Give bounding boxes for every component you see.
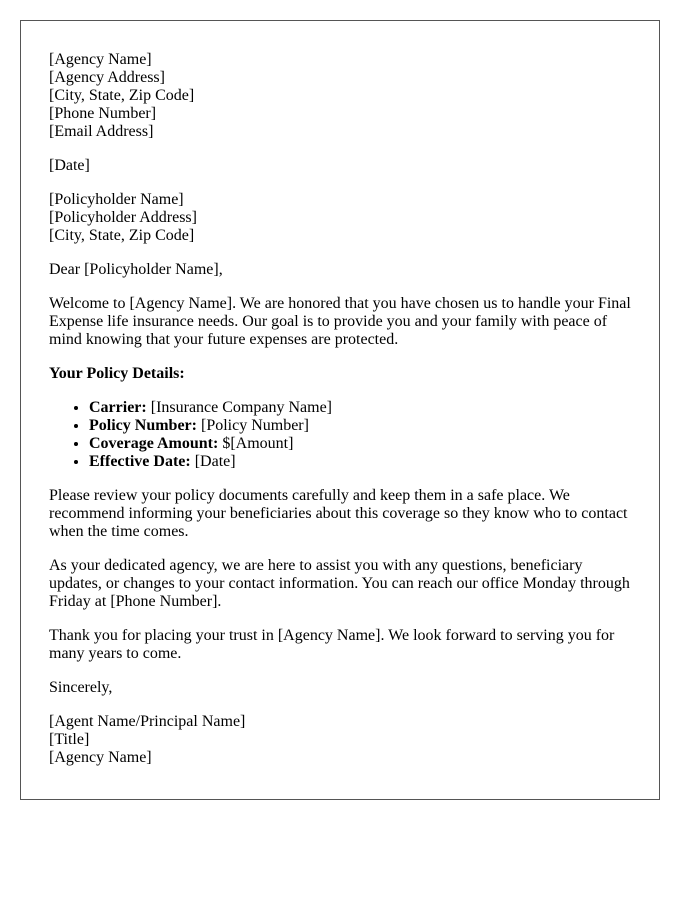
sender-phone: [Phone Number] [49, 105, 157, 122]
list-item [89, 435, 631, 453]
policy-details-heading: Your Policy Details: [49, 365, 185, 382]
effective-date-label: Effective Date: [89, 453, 191, 470]
sender-city-state-zip: [City, State, Zip Code] [49, 87, 195, 104]
salutation: Dear [Policyholder Name], [49, 261, 223, 278]
carrier-label: Carrier: [89, 399, 147, 416]
list-item [89, 417, 631, 435]
closing: Sincerely, [49, 679, 113, 696]
sender-agency-address: [Agency Address] [49, 69, 165, 86]
policy-number-value: [Policy Number] [196, 417, 309, 434]
recipient-address-block [49, 191, 631, 245]
signature-block [49, 713, 631, 767]
coverage-amount-value: $[Amount] [218, 435, 294, 452]
review-paragraph: Please review your policy documents carefully and keep them in a safe place. We recommend informing your beneficiaries about this coverage so they know who to contact when the time comes. [49, 487, 628, 540]
sender-address-block [49, 51, 631, 141]
signature-agency: [Agency Name] [49, 749, 152, 766]
signature-title: [Title] [49, 731, 90, 748]
policy-number-label: Policy Number: [89, 417, 197, 434]
sender-agency-name: [Agency Name] [49, 51, 152, 68]
effective-date-value: [Date] [190, 453, 236, 470]
assist-paragraph: As your dedicated agency, we are here to assist you with any questions, beneficiary updates, or changes to your contact information. You can reach our office Monday through Friday at [Phone Number]. [49, 557, 630, 610]
carrier-value: [Insurance Company Name] [146, 399, 332, 416]
list-item [89, 399, 631, 417]
letter-date [49, 157, 631, 175]
thanks-paragraph: Thank you for placing your trust in [Agency Name]. We look forward to serving you for many years to come. [49, 627, 615, 662]
signature-name: [Agent Name/Principal Name] [49, 713, 246, 730]
recipient-name: [Policyholder Name] [49, 191, 184, 208]
sender-email: [Email Address] [49, 123, 154, 140]
letter-page [20, 20, 660, 800]
date-text: [Date] [49, 157, 90, 174]
list-item [89, 453, 631, 471]
welcome-paragraph: Welcome to [Agency Name]. We are honored that you have chosen us to handle your Final Expense life insurance needs. Our goal is to provide you and your family with peace of mind knowing that your future expenses are protected. [49, 295, 631, 348]
recipient-address: [Policyholder Address] [49, 209, 197, 226]
policy-details-list [49, 399, 631, 471]
coverage-amount-label: Coverage Amount: [89, 435, 219, 452]
recipient-city-state-zip: [City, State, Zip Code] [49, 227, 195, 244]
